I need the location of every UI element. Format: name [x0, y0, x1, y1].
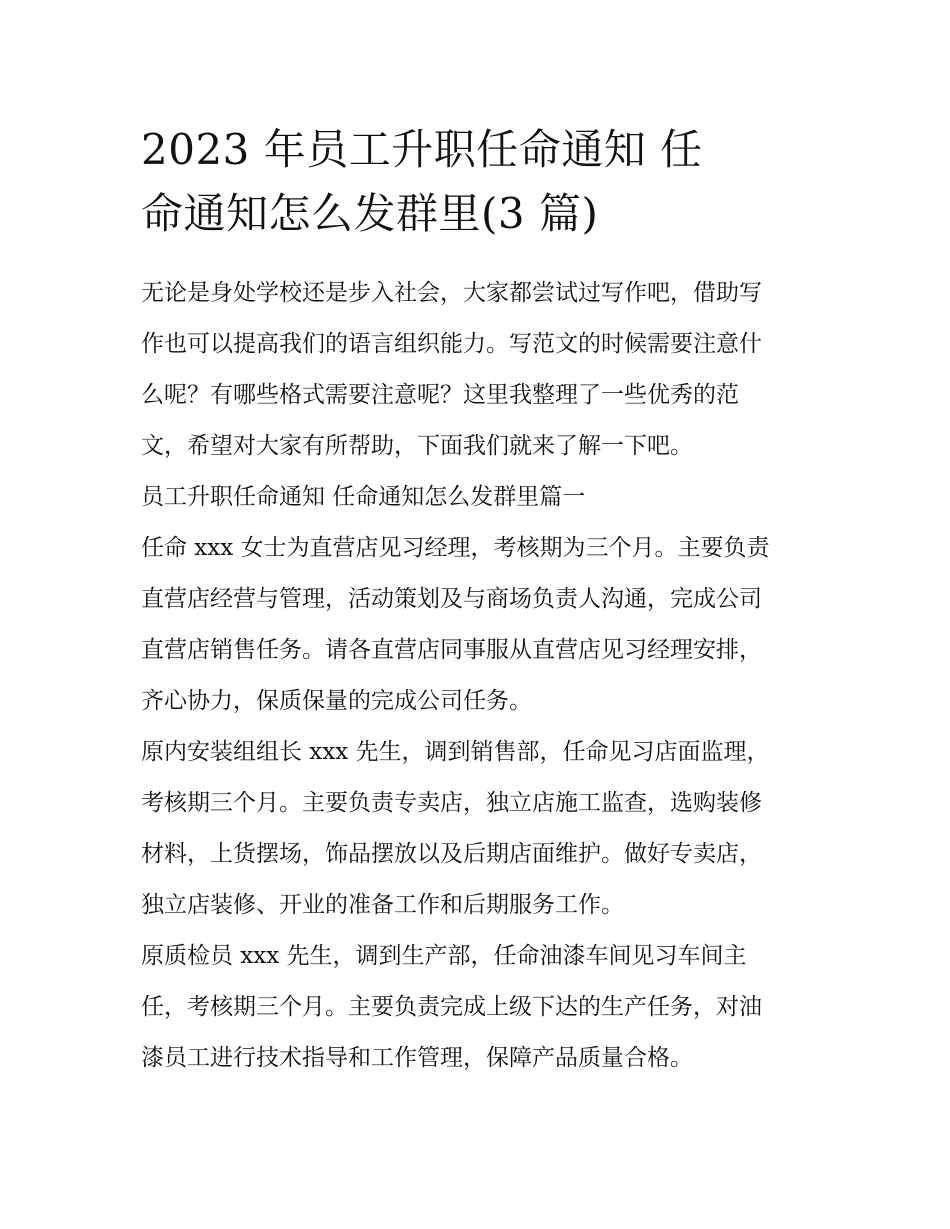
- title-line-2: 命通知怎么发群里(3 篇): [141, 189, 599, 238]
- appointment-paragraph-2: [141, 727, 813, 931]
- text-line: 原质检员 xxx 先生，调到生产部，任命油漆车间见习车间主: [141, 943, 747, 969]
- appointment-paragraph-3: [141, 931, 813, 1084]
- title-line-1: 2023 年员工升职任命通知 任: [141, 125, 703, 174]
- text-line: 员工升职任命通知 任命通知怎么发群里篇一: [141, 484, 586, 510]
- text-line: 材料，上货摆场，饰品摆放以及后期店面维护。做好专卖店，: [141, 841, 762, 867]
- section-heading: [141, 472, 813, 523]
- document-page: [141, 118, 813, 1084]
- text-line: 任命 xxx 女士为直营店见习经理，考核期为三个月。主要负责: [141, 535, 770, 561]
- intro-paragraph: [141, 268, 813, 472]
- text-line: 漆员工进行技术指导和工作管理，保障产品质量合格。: [141, 1045, 693, 1071]
- document-body: [141, 268, 813, 1084]
- text-line: 任，考核期三个月。主要负责完成上级下达的生产任务，对油: [141, 994, 762, 1020]
- text-line: 文，希望对大家有所帮助，下面我们就来了解一下吧。: [141, 433, 693, 459]
- text-line: 原内安装组组长 xxx 先生，调到销售部，任命见习店面监理，: [141, 739, 770, 765]
- appointment-paragraph-1: [141, 523, 813, 727]
- text-line: 齐心协力，保质保量的完成公司任务。: [141, 688, 532, 714]
- text-line: 么呢？有哪些格式需要注意呢？这里我整理了一些优秀的范: [141, 382, 739, 408]
- text-line: 直营店经营与管理，活动策划及与商场负责人沟通，完成公司: [141, 586, 762, 612]
- text-line: 独立店装修、开业的准备工作和后期服务工作。: [141, 892, 624, 918]
- text-line: 作也可以提高我们的语言组织能力。写范文的时候需要注意什: [141, 331, 762, 357]
- text-line: 考核期三个月。主要负责专卖店，独立店施工监查，选购装修: [141, 790, 762, 816]
- document-title: [141, 118, 813, 246]
- text-line: 无论是身处学校还是步入社会，大家都尝试过写作吧，借助写: [141, 280, 762, 306]
- text-line: 直营店销售任务。请各直营店同事服从直营店见习经理安排，: [141, 637, 762, 663]
